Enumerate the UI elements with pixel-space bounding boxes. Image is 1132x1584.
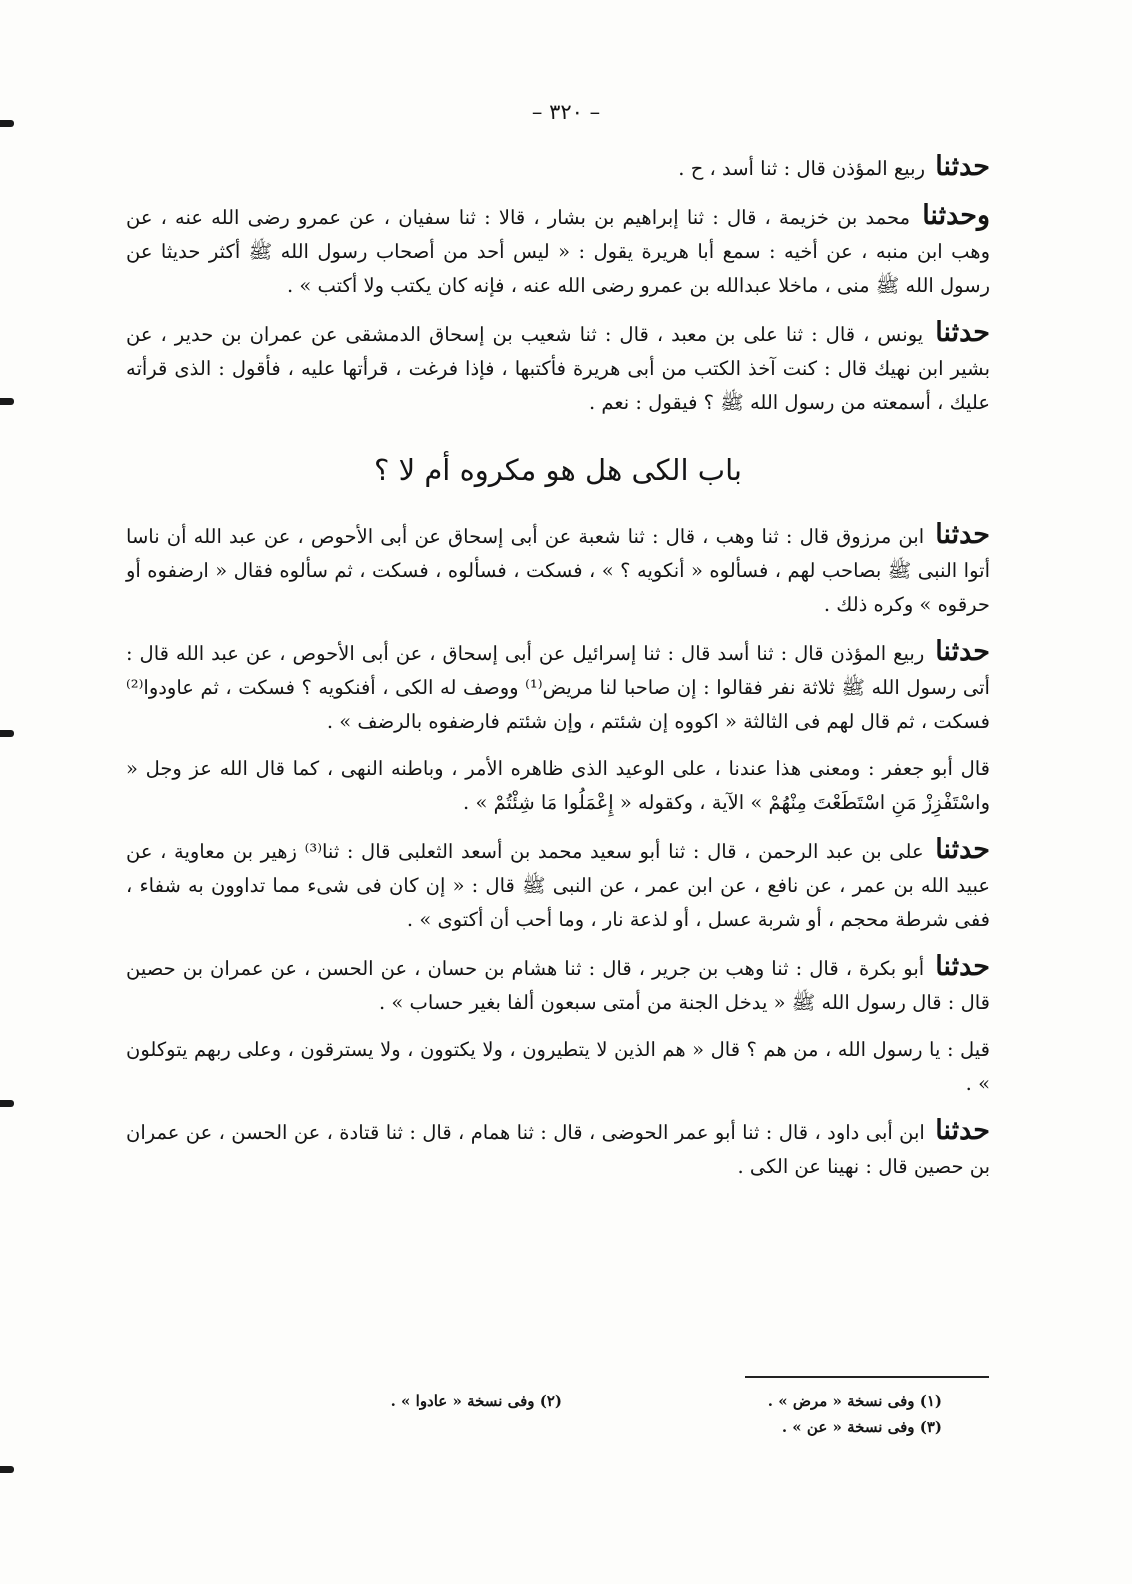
page-number: – ٣٢٠ – <box>531 100 601 124</box>
paragraph-lead-word: حدثنا <box>935 317 990 348</box>
commentary-paragraph <box>126 752 990 820</box>
paragraph-text: ابن أبى داود ، قال : ثنا أبو عمر الحوضى ، قال : ثنا همام ، قال : ثنا قتادة ، عن الحسن ، عن عمران بن حصين قال : نهينا عن الكى . <box>126 1121 990 1178</box>
scan-edge-mark <box>0 398 14 405</box>
scan-edge-mark <box>0 730 14 737</box>
hadith-paragraph <box>126 199 990 303</box>
hadith-paragraph <box>126 518 990 622</box>
paragraph-text: يونس ، قال : ثنا على بن معبد ، قال : ثنا شعيب بن إسحاق الدمشقى عن عمران بن حدير ، عن بشير ابن نهيك قال : كنت آخذ الكتب من أبى هريرة فأكتبها ، فإذا فرغت ، قرأتها عليه ، فأقول : الذى قرأته عليك ، أسمعته من رسول الله ﷺ ؟ فيقول : نعم . <box>126 323 990 414</box>
paragraph-lead-word: حدثنا <box>935 1115 990 1146</box>
chapter-title: باب الكى هل هو مكروه أم لا ؟ <box>373 453 743 487</box>
footnote-separator <box>745 1376 989 1378</box>
hadith-paragraph <box>126 950 990 1020</box>
hadith-paragraph <box>126 635 990 739</box>
page-body <box>126 150 990 1197</box>
hadith-paragraph <box>126 316 990 420</box>
paragraph-lead-word: حدثنا <box>935 951 991 982</box>
paragraph-text: ربيع المؤذن قال : ثنا أسد قال : ثنا إسرائيل عن أبى إسحاق ، عن أبى الأحوص ، عن عبد الله قال : أتى رسول الله ﷺ ثلاثة نفر فقالوا : إن صاحبا لنا مريض⁽¹⁾ ووصف له الكى ، أفنكويه ؟ فسكت ، ثم عاودوا⁽²⁾ فسكت ، ثم قال لهم فى الثالثة « اكووه إن شئتم ، وإن شئتم فارضفوه بالرضف » . <box>126 642 990 733</box>
paragraph-lead-word: حدثنا <box>935 519 991 550</box>
paragraph-text: قال أبو جعفر : ومعنى هذا عندنا ، على الوعيد الذى ظاهره الأمر ، وباطنه النهى ، كما قال الله عز وجل « واسْتَفْزِزْ مَنِ اسْتَطَعْتَ مِنْهُمْ » الآية ، وكقوله « إِعْمَلُوا مَا شِئْتُمْ » . <box>126 757 990 814</box>
scan-edge-mark <box>0 1466 14 1473</box>
hadith-paragraph <box>126 150 990 186</box>
paragraph-lead-word: حدثنا <box>935 151 990 182</box>
hadith-paragraph <box>126 833 990 937</box>
paragraph-text: ربيع المؤذن قال : ثنا أسد ، ح . <box>678 157 926 180</box>
paragraph-lead-word: حدثنا <box>935 834 990 865</box>
hadith-paragraph <box>126 1114 990 1184</box>
footnote-1: (١) وفى نسخة « مرض » . <box>767 1392 942 1410</box>
paragraph-lead-word: وحدثنا <box>922 200 990 231</box>
scan-edge-mark <box>0 1100 14 1107</box>
paragraph-text: أبو بكرة ، قال : ثنا وهب بن جرير ، قال : ثنا هشام بن حسان ، عن الحسن ، عن عمران بن حصين قال : قال رسول الله ﷺ « يدخل الجنة من أمتى سبعون ألفا بغير حساب » . <box>126 957 990 1014</box>
footnote-3: (٣) وفى نسخة « عن » . <box>781 1418 942 1436</box>
paragraph-text: قيل : يا رسول الله ، من هم ؟ قال « هم الذين لا يتطيرون ، ولا يكتوون ، ولا يسترقون ، وعلى ربهم يتوكلون » . <box>126 1038 990 1095</box>
footnote-2: (٢) وفى نسخة « عادوا » . <box>390 1392 562 1410</box>
paragraph-text: على بن عبد الرحمن ، قال : ثنا أبو سعيد محمد بن أسعد الثعلبى قال : ثنا⁽³⁾ زهير بن معاوية ، عن عبيد الله بن عمر ، عن نافع ، عن ابن عمر ، عن النبى ﷺ قال : « إن كان فى شىء مما تداوون به شفاء ، ففى شرطة محجم ، أو شربة عسل ، أو لذعة نار ، وما أحب أن أكتوى » . <box>126 840 990 931</box>
paragraph-lead-word: حدثنا <box>935 636 990 667</box>
paragraph-text: ابن مرزوق قال : ثنا وهب ، قال : ثنا شعبة عن أبى إسحاق عن أبى الأحوص ، عن عبد الله أن ناسا أتوا النبى ﷺ بصاحب لهم ، فسألوه « أنكويه ؟ » ، فسكت ، فسألوه ، فسكت ، ثم سألوه فقال « ارضفوه أو حرقوه » وكره ذلك . <box>126 525 990 616</box>
commentary-paragraph <box>126 1033 990 1101</box>
paragraph-text: محمد بن خزيمة ، قال : ثنا إبراهيم بن بشار ، قالا : ثنا سفيان ، عن عمرو رضى الله عنه ، عن وهب ابن منبه ، عن أخيه : سمع أبا هريرة يقول : « ليس أحد من أصحاب رسول الله ﷺ أكثر حديثا عن رسول الله ﷺ منى ، ماخلا عبدالله بن عمرو رضى الله عنه ، فإنه كان يكتب ولا أكتب » . <box>126 206 990 297</box>
